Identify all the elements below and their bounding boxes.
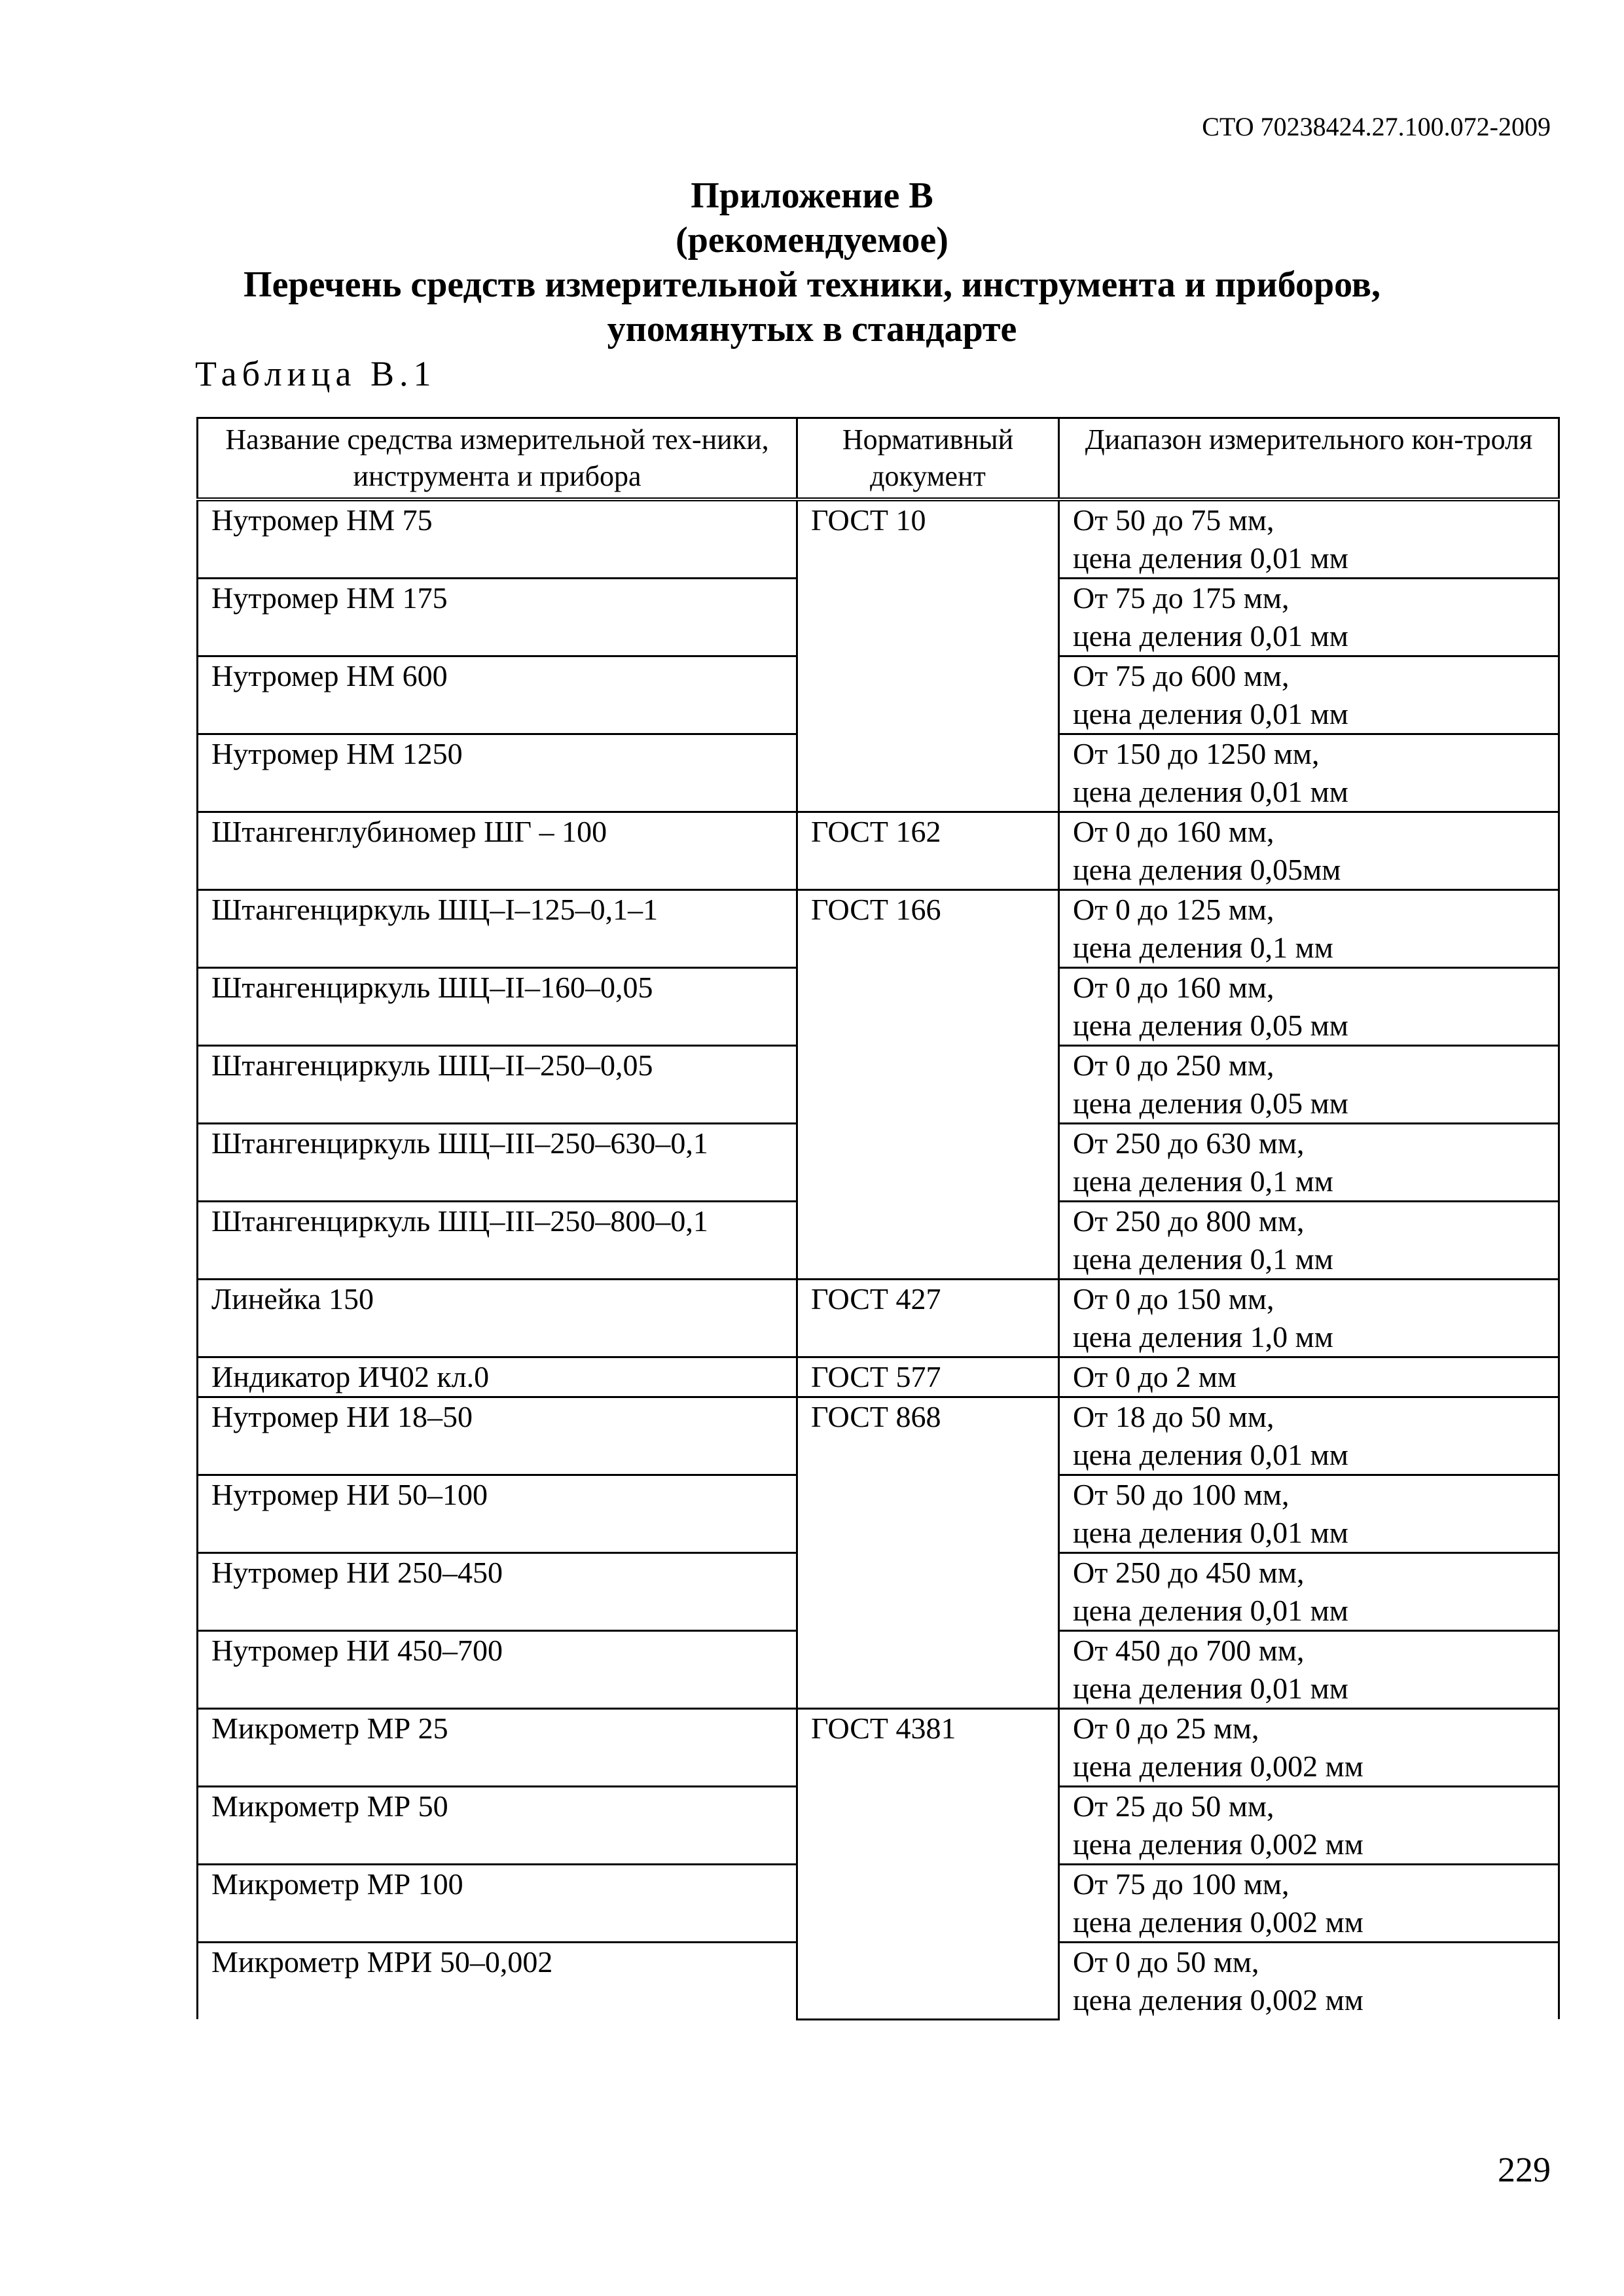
measurement-range-cell <box>1059 579 1559 656</box>
measurement-range-cell <box>1059 1553 1559 1631</box>
normative-document-cell: ГОСТ 162 <box>797 812 1059 890</box>
range-limits: От 75 до 100 мм, <box>1073 1867 1290 1901</box>
table-row <box>198 1943 1559 2020</box>
instrument-name-cell: Штангенциркуль ШЦ–III–250–630–0,1 <box>198 1124 797 1202</box>
scale-division: цена деления 0,1 мм <box>1073 1164 1333 1198</box>
measurement-range-cell <box>1059 1124 1559 1202</box>
scale-division: цена деления 0,002 мм <box>1073 1983 1363 2017</box>
table-row <box>198 968 1559 1046</box>
table-row <box>198 1865 1559 1943</box>
appendix-subject-line1: Перечень средств измерительной техники, инструмента и приборов, <box>244 264 1380 305</box>
range-limits: От 75 до 175 мм, <box>1073 581 1290 615</box>
table-row <box>198 1709 1559 1787</box>
measurement-range-cell <box>1059 1357 1559 1397</box>
scale-division: цена деления 0,1 мм <box>1073 1242 1333 1276</box>
range-limits: От 0 до 50 мм, <box>1073 1945 1259 1979</box>
scale-division: цена деления 0,002 мм <box>1073 1827 1363 1861</box>
normative-document-cell <box>797 1631 1059 1709</box>
instrument-name-cell: Нутромер НИ 18–50 <box>198 1397 797 1475</box>
measurement-range-cell <box>1059 1709 1559 1787</box>
normative-document-cell <box>797 1202 1059 1280</box>
instrument-name-cell: Индикатор ИЧ02 кл.0 <box>198 1357 797 1397</box>
table-row <box>198 1124 1559 1202</box>
table-row <box>198 734 1559 812</box>
normative-document-cell: ГОСТ 166 <box>797 890 1059 968</box>
table-row <box>198 1631 1559 1709</box>
range-limits: От 18 до 50 мм, <box>1073 1400 1274 1433</box>
instrument-name-cell: Штангенциркуль ШЦ–II–250–0,05 <box>198 1046 797 1124</box>
instrument-name-cell: Нутромер НМ 1250 <box>198 734 797 812</box>
normative-document-cell <box>797 1475 1059 1553</box>
table-row <box>198 499 1559 579</box>
normative-document-cell: ГОСТ 4381 <box>797 1709 1059 1787</box>
range-limits: От 150 до 1250 мм, <box>1073 737 1320 770</box>
table-row <box>198 1202 1559 1280</box>
range-limits: От 0 до 125 мм, <box>1073 893 1274 926</box>
table-row <box>198 656 1559 734</box>
normative-document-cell <box>797 1943 1059 2020</box>
instrument-name-cell: Штангенциркуль ШЦ–III–250–800–0,1 <box>198 1202 797 1280</box>
table-body <box>198 499 1559 2019</box>
table-caption: Таблица В.1 <box>195 354 437 393</box>
normative-document-cell <box>797 1787 1059 1865</box>
measurement-range-cell <box>1059 1787 1559 1865</box>
instrument-name-cell: Нутромер НМ 75 <box>198 499 797 579</box>
normative-document-cell: ГОСТ 10 <box>797 499 1059 579</box>
instrument-name-cell: Штангенциркуль ШЦ–I–125–0,1–1 <box>198 890 797 968</box>
normative-document-cell <box>797 1124 1059 1202</box>
measurement-range-cell <box>1059 968 1559 1046</box>
range-limits: От 250 до 630 мм, <box>1073 1126 1305 1160</box>
measurement-range-cell <box>1059 499 1559 579</box>
table-row <box>198 1553 1559 1631</box>
instrument-name-cell: Нутромер НИ 250–450 <box>198 1553 797 1631</box>
range-limits: От 50 до 100 мм, <box>1073 1478 1290 1511</box>
range-limits: От 250 до 800 мм, <box>1073 1204 1305 1238</box>
range-limits: От 75 до 600 мм, <box>1073 659 1290 692</box>
measurement-range-cell <box>1059 1280 1559 1357</box>
column-header-name: Название средства измерительной тех-ники, инструмента и прибора <box>198 418 797 500</box>
table-row <box>198 1787 1559 1865</box>
scale-division: цена деления 0,01 мм <box>1073 1438 1348 1471</box>
table-row <box>198 579 1559 656</box>
page-number: 229 <box>1498 2150 1551 2189</box>
normative-document-cell <box>797 968 1059 1046</box>
range-limits: От 50 до 75 мм, <box>1073 503 1274 537</box>
instrument-name-cell: Нутромер НИ 50–100 <box>198 1475 797 1553</box>
scale-division: цена деления 1,0 мм <box>1073 1320 1333 1354</box>
column-header-document: Нормативный документ <box>797 418 1059 500</box>
instrument-name-cell: Микрометр МРИ 50–0,002 <box>198 1943 797 2020</box>
measurement-range-cell <box>1059 1202 1559 1280</box>
normative-document-cell <box>797 656 1059 734</box>
scale-division: цена деления 0,05 мм <box>1073 1009 1348 1042</box>
scale-division: цена деления 0,01 мм <box>1073 697 1348 730</box>
range-limits: От 0 до 160 мм, <box>1073 815 1274 848</box>
measurement-range-cell <box>1059 734 1559 812</box>
table-row <box>198 1397 1559 1475</box>
range-limits: От 0 до 160 мм, <box>1073 971 1274 1004</box>
table-header-row <box>198 418 1559 500</box>
table-row <box>198 890 1559 968</box>
measurement-range-cell <box>1059 890 1559 968</box>
instrument-name-cell: Микрометр МР 25 <box>198 1709 797 1787</box>
table-row <box>198 1046 1559 1124</box>
range-limits: От 0 до 25 мм, <box>1073 1712 1259 1745</box>
range-limits: От 0 до 2 мм <box>1073 1360 1236 1393</box>
instrument-name-cell: Штангенглубиномер ШГ – 100 <box>198 812 797 890</box>
appendix-title: Приложение В <box>691 175 933 216</box>
instrument-name-cell: Нутромер НИ 450–700 <box>198 1631 797 1709</box>
normative-document-cell: ГОСТ 577 <box>797 1357 1059 1397</box>
normative-document-cell: ГОСТ 868 <box>797 1397 1059 1475</box>
measurement-range-cell <box>1059 1943 1559 2020</box>
scale-division: цена деления 0,05 мм <box>1073 1086 1348 1120</box>
table-row <box>198 812 1559 890</box>
measurement-range-cell <box>1059 656 1559 734</box>
measurement-range-cell <box>1059 1046 1559 1124</box>
scale-division: цена деления 0,01 мм <box>1073 619 1348 653</box>
scale-division: цена деления 0,05мм <box>1073 853 1341 886</box>
instrument-name-cell: Нутромер НМ 175 <box>198 579 797 656</box>
document-code: СТО 70238424.27.100.072-2009 <box>1202 112 1551 141</box>
measurement-range-cell <box>1059 1631 1559 1709</box>
normative-document-cell <box>797 1046 1059 1124</box>
normative-document-cell <box>797 1865 1059 1943</box>
instrument-name-cell: Штангенциркуль ШЦ–II–160–0,05 <box>198 968 797 1046</box>
measurement-range-cell <box>1059 1475 1559 1553</box>
instrument-name-cell: Нутромер НМ 600 <box>198 656 797 734</box>
range-limits: От 25 до 50 мм, <box>1073 1789 1274 1823</box>
table-row <box>198 1475 1559 1553</box>
normative-document-cell <box>797 1553 1059 1631</box>
scale-division: цена деления 0,002 мм <box>1073 1905 1363 1939</box>
normative-document-cell <box>797 734 1059 812</box>
table-row <box>198 1280 1559 1357</box>
instrument-name-cell: Микрометр МР 100 <box>198 1865 797 1943</box>
range-limits: От 450 до 700 мм, <box>1073 1634 1305 1667</box>
scale-division: цена деления 0,01 мм <box>1073 1516 1348 1549</box>
instrument-name-cell: Линейка 150 <box>198 1280 797 1357</box>
normative-document-cell <box>797 579 1059 656</box>
column-header-range: Диапазон измерительного кон-троля <box>1059 418 1559 500</box>
measurement-range-cell <box>1059 1397 1559 1475</box>
scale-division: цена деления 0,1 мм <box>1073 931 1333 964</box>
measurement-range-cell <box>1059 1865 1559 1943</box>
appendix-subject-line2: упомянутых в стандарте <box>607 309 1017 350</box>
instruments-table <box>196 417 1560 2020</box>
scale-division: цена деления 0,01 мм <box>1073 541 1348 575</box>
scale-division: цена деления 0,01 мм <box>1073 1672 1348 1705</box>
appendix-status: (рекомендуемое) <box>676 220 948 260</box>
table-row <box>198 1357 1559 1397</box>
scale-division: цена деления 0,002 мм <box>1073 1749 1363 1783</box>
range-limits: От 0 до 250 мм, <box>1073 1049 1274 1082</box>
scale-division: цена деления 0,01 мм <box>1073 775 1348 808</box>
range-limits: От 0 до 150 мм, <box>1073 1282 1274 1316</box>
normative-document-cell: ГОСТ 427 <box>797 1280 1059 1357</box>
scale-division: цена деления 0,01 мм <box>1073 1594 1348 1627</box>
instrument-name-cell: Микрометр МР 50 <box>198 1787 797 1865</box>
appendix-heading <box>0 173 1624 351</box>
range-limits: От 250 до 450 мм, <box>1073 1556 1305 1589</box>
measurement-range-cell <box>1059 812 1559 890</box>
